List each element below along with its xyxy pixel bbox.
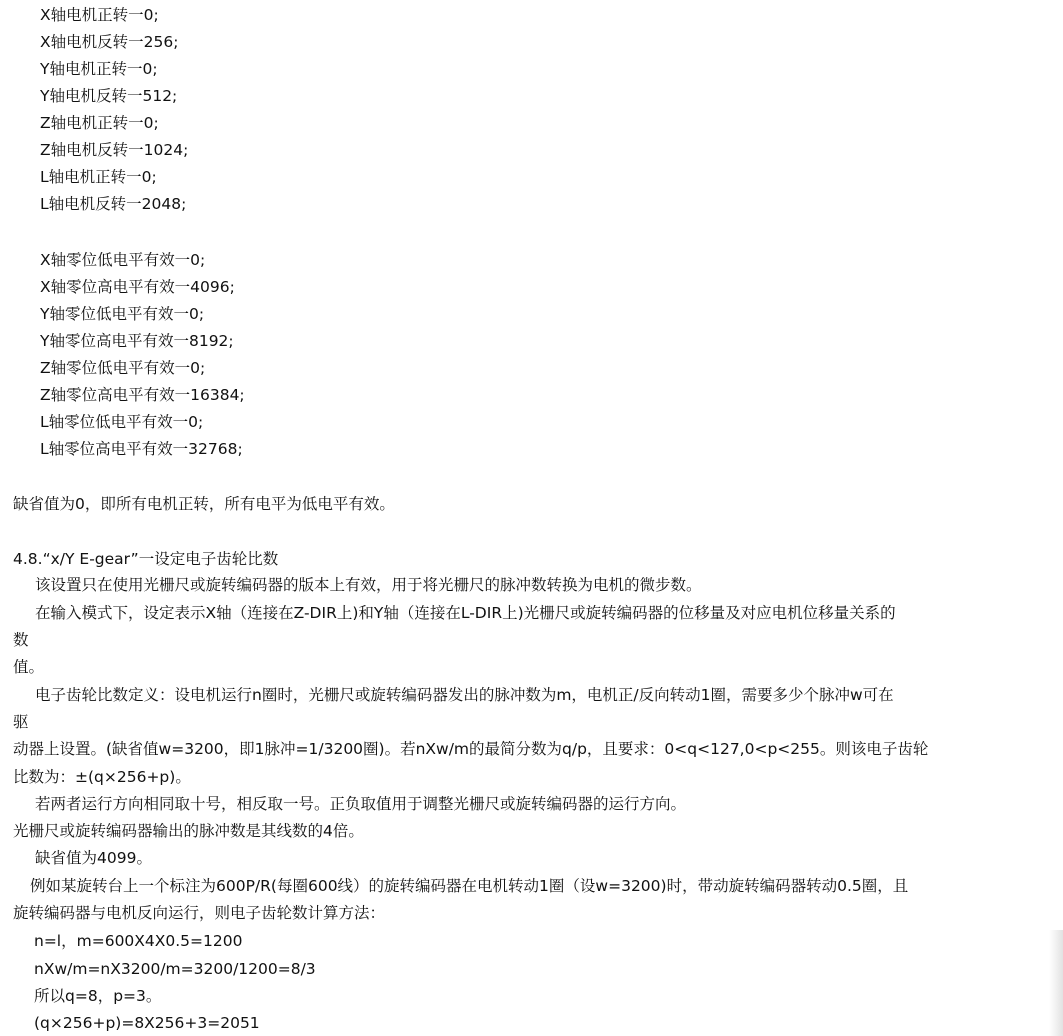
formula-line: nXw/m=nX3200/m=3200/1200=8/3 <box>34 960 316 978</box>
body-line: 该设置只在使用光栅尺或旋转编码器的版本上有效，用于将光栅尺的脉冲数转换为电机的微步数。 <box>35 576 702 594</box>
body-line: 例如某旋转台上一个标注为600P/R(每圈600线）的旋转编码器在电机转动1圈（设w=3200)时，带动旋转编码器转动0.5圈，且 <box>30 877 909 895</box>
body-line: 在输入模式下，设定表示X轴（连接在Z-DIR上)和Y轴（连接在L-DIR上)光栅尺或旋转编码器的位移量及对应电机位移量关系的 <box>35 604 896 622</box>
body-line: 若两者运行方向相同取十号，相反取一号。正负取值用于调整光栅尺或旋转编码器的运行方向。 <box>35 795 687 813</box>
default-note: 缺省值为0，即所有电机正转，所有电平为低电平有效。 <box>13 495 395 513</box>
zero-level-line: L轴零位高电平有效一32768; <box>40 440 243 458</box>
motor-dir-line: Z轴电机正转一0; <box>40 114 159 132</box>
motor-dir-line: L轴电机反转一2048; <box>40 195 187 213</box>
motor-dir-line: Y轴电机正转一0; <box>40 60 158 78</box>
motor-dir-line: X轴电机反转一256; <box>40 33 179 51</box>
zero-level-line: Y轴零位高电平有效一8192; <box>40 332 234 350</box>
formula-line: n=l，m=600X4X0.5=1200 <box>34 932 243 950</box>
body-line: 动器上设置。(缺省值w=3200，即1脉冲=1/3200圈)。若nXw/m的最简分数为q/p，且要求：0<q<127,0<p<255。则该电子齿轮 <box>13 740 929 758</box>
motor-dir-line: Y轴电机反转一512; <box>40 87 178 105</box>
zero-level-line: Z轴零位高电平有效一16384; <box>40 386 245 404</box>
formula-line: (q×256+p)=8X256+3=2051 <box>34 1014 260 1032</box>
section-heading: 4.8.“x/Y E-gear”一设定电子齿轮比数 <box>13 550 279 568</box>
body-line: 光栅尺或旋转编码器输出的脉冲数是其线数的4倍。 <box>13 822 364 840</box>
zero-level-line: Y轴零位低电平有效一0; <box>40 305 205 323</box>
body-line: 数 <box>13 631 29 649</box>
motor-dir-line: L轴电机正转一0; <box>40 168 157 186</box>
body-line: 电子齿轮比数定义：设电机运行n圈时，光栅尺或旋转编码器发出的脉冲数为m，电机正/反向转动1圈，需要多少个脉冲w可在 <box>35 686 894 704</box>
formula-line: 所以q=8，p=3。 <box>34 987 162 1005</box>
body-line: 缺省值为4099。 <box>35 849 152 867</box>
motor-dir-line: Z轴电机反转一1024; <box>40 141 189 159</box>
body-line: 驱 <box>13 713 29 731</box>
body-line: 比数为：±(q×256+p)。 <box>13 768 191 786</box>
zero-level-line: L轴零位低电平有效一0; <box>40 413 204 431</box>
motor-dir-line: X轴电机正转一0; <box>40 6 159 24</box>
page-edge-shadow <box>1049 930 1063 1036</box>
zero-level-line: Z轴零位低电平有效一0; <box>40 359 206 377</box>
zero-level-line: X轴零位低电平有效一0; <box>40 251 206 269</box>
body-line: 旋转编码器与电机反向运行，则电子齿轮数计算方法： <box>13 904 386 922</box>
zero-level-line: X轴零位高电平有效一4096; <box>40 278 235 296</box>
body-line: 值。 <box>13 658 45 676</box>
